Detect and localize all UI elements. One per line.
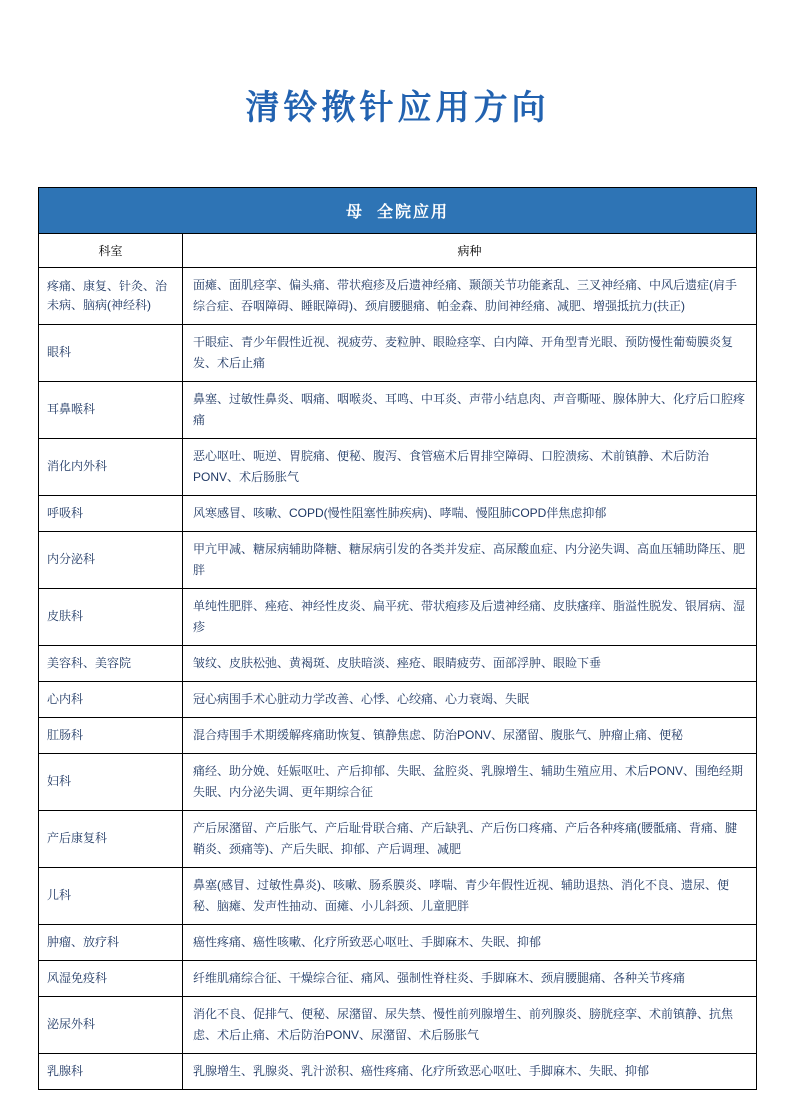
diseases-cell: 干眼症、青少年假性近视、视疲劳、麦粒肿、眼睑痉挛、白内障、开角型青光眼、预防慢性葡萄膜炎复发、术后止痛 xyxy=(183,325,757,382)
table-row xyxy=(39,811,757,868)
table-row xyxy=(39,382,757,439)
department-cell: 儿科 xyxy=(39,868,183,925)
table-row xyxy=(39,997,757,1054)
department-cell: 消化内外科 xyxy=(39,439,183,496)
column-header-row xyxy=(39,234,757,268)
diseases-cell: 鼻塞(感冒、过敏性鼻炎)、咳嗽、肠系膜炎、哮喘、青少年假性近视、辅助退热、消化不良、遗尿、便秘、脑瘫、发声性抽动、面瘫、小儿斜颈、儿童肥胖 xyxy=(183,868,757,925)
table-row xyxy=(39,439,757,496)
department-cell: 肿瘤、放疗科 xyxy=(39,925,183,961)
department-cell: 耳鼻喉科 xyxy=(39,382,183,439)
diseases-cell: 消化不良、促排气、便秘、尿潴留、尿失禁、慢性前列腺增生、前列腺炎、膀胱痉挛、术前镇静、抗焦虑、术后止痛、术后防治PONV、尿潴留、术后肠胀气 xyxy=(183,997,757,1054)
diseases-cell: 冠心病围手术心脏动力学改善、心悸、心绞痛、心力衰竭、失眠 xyxy=(183,682,757,718)
diseases-cell: 混合痔围手术期缓解疼痛助恢复、镇静焦虑、防治PONV、尿潴留、腹胀气、肿瘤止痛、便秘 xyxy=(183,718,757,754)
department-cell: 乳腺科 xyxy=(39,1054,183,1090)
application-table xyxy=(38,187,757,1090)
table-row xyxy=(39,682,757,718)
department-cell: 风湿免疫科 xyxy=(39,961,183,997)
department-cell: 皮肤科 xyxy=(39,589,183,646)
column-header-dept: 科室 xyxy=(39,234,183,268)
diseases-cell: 甲亢甲减、糖尿病辅助降糖、糖尿病引发的各类并发症、高尿酸血症、内分泌失调、高血压辅助降压、肥胖 xyxy=(183,532,757,589)
department-cell: 妇科 xyxy=(39,754,183,811)
table-head xyxy=(39,188,757,268)
table-row xyxy=(39,868,757,925)
department-cell: 心内科 xyxy=(39,682,183,718)
department-cell: 眼科 xyxy=(39,325,183,382)
page-title: 清铃揿针应用方向 xyxy=(245,89,550,127)
department-cell: 美容科、美容院 xyxy=(39,646,183,682)
diseases-cell: 面瘫、面肌痉挛、偏头痛、带状疱疹及后遗神经痛、颞颌关节功能紊乱、三叉神经痛、中风后遗症(肩手综合症、吞咽障碍、睡眠障碍)、颈肩腰腿痛、帕金森、肋间神经痛、减肥、增强抵抗力(扶正) xyxy=(183,268,757,325)
department-cell: 泌尿外科 xyxy=(39,997,183,1054)
table-row xyxy=(39,268,757,325)
diseases-cell: 皱纹、皮肤松弛、黄褐斑、皮肤暗淡、痤疮、眼睛疲劳、面部浮肿、眼睑下垂 xyxy=(183,646,757,682)
table-row xyxy=(39,718,757,754)
diseases-cell: 痛经、助分娩、妊娠呕吐、产后抑郁、失眠、盆腔炎、乳腺增生、辅助生殖应用、术后PONV、围绝经期失眠、内分泌失调、更年期综合征 xyxy=(183,754,757,811)
department-cell: 疼痛、康复、针灸、治未病、脑病(神经科) xyxy=(39,268,183,325)
diseases-cell: 恶心呕吐、呃逆、胃脘痛、便秘、腹泻、食管癌术后胃排空障碍、口腔溃疡、术前镇静、术后防治PONV、术后肠胀气 xyxy=(183,439,757,496)
table-row xyxy=(39,496,757,532)
diseases-cell: 单纯性肥胖、痤疮、神经性皮炎、扁平疣、带状疱疹及后遗神经痛、皮肤瘙痒、脂溢性脱发、银屑病、湿疹 xyxy=(183,589,757,646)
table-row xyxy=(39,925,757,961)
diseases-cell: 乳腺增生、乳腺炎、乳汁淤积、癌性疼痛、化疗所致恶心呕吐、手脚麻木、失眠、抑郁 xyxy=(183,1054,757,1090)
diseases-cell: 鼻塞、过敏性鼻炎、咽痛、咽喉炎、耳鸣、中耳炎、声带小结息肉、声音嘶哑、腺体肿大、化疗后口腔疼痛 xyxy=(183,382,757,439)
department-cell: 呼吸科 xyxy=(39,496,183,532)
department-cell: 肛肠科 xyxy=(39,718,183,754)
table-row xyxy=(39,1054,757,1090)
diseases-cell: 产后尿潴留、产后胀气、产后耻骨联合痛、产后缺乳、产后伤口疼痛、产后各种疼痛(腰骶痛、背痛、腱鞘炎、颈痛等)、产后失眠、抑郁、产后调理、减肥 xyxy=(183,811,757,868)
table-row xyxy=(39,646,757,682)
table-row xyxy=(39,754,757,811)
department-cell: 产后康复科 xyxy=(39,811,183,868)
diseases-cell: 癌性疼痛、癌性咳嗽、化疗所致恶心呕吐、手脚麻木、失眠、抑郁 xyxy=(183,925,757,961)
table-row xyxy=(39,532,757,589)
table-section-header: 母 全院应用 xyxy=(39,188,757,234)
table-body xyxy=(39,268,757,1090)
diseases-cell: 纤维肌痛综合征、干燥综合征、痛风、强制性脊柱炎、手脚麻木、颈肩腰腿痛、各种关节疼痛 xyxy=(183,961,757,997)
section-header-row xyxy=(39,188,757,234)
column-header-diseases: 病种 xyxy=(183,234,757,268)
table-row xyxy=(39,325,757,382)
department-cell: 内分泌科 xyxy=(39,532,183,589)
table-row xyxy=(39,589,757,646)
diseases-cell: 风寒感冒、咳嗽、COPD(慢性阻塞性肺疾病)、哮喘、慢阻肺COPD伴焦虑抑郁 xyxy=(183,496,757,532)
table-row xyxy=(39,961,757,997)
